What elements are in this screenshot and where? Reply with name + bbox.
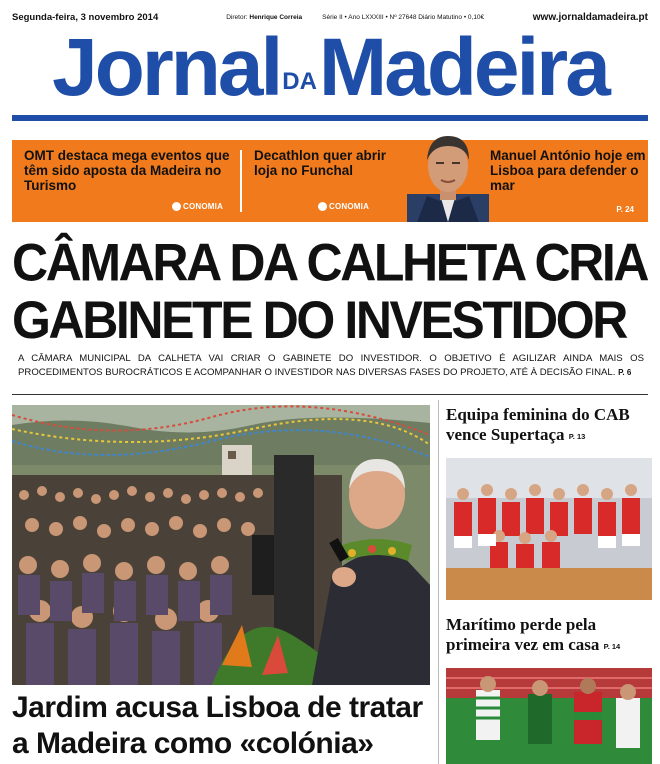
logo-word-madeira: Madeira [318, 22, 608, 113]
edition-date: Segunda-feira, 3 novembro 2014 [12, 11, 159, 23]
promo-page-ref: P. 24 [616, 205, 634, 214]
story-maritimo-page: P. 14 [603, 642, 621, 651]
logo-word-jornal: Jornal [52, 22, 281, 113]
story-cab-page: P. 13 [568, 432, 586, 441]
jardim-headline[interactable]: Jardim acusa Lisboa de tratar a Madeira como «colónia» [12, 691, 423, 760]
column-divider [438, 400, 439, 764]
story-cab-title: Equipa feminina do CAB vence Supertaça P. 13 [446, 405, 630, 444]
promo-divider [240, 150, 242, 212]
story-cab[interactable] [446, 405, 652, 447]
promo-item-manuel-antonio[interactable] [490, 148, 650, 193]
promo-item-omt-title: OMT destaca mega eventos que têm sido aposta da Madeira no Turismo [24, 148, 230, 193]
logo-word-da: DA [282, 68, 317, 95]
economia-icon [318, 202, 327, 211]
lead-headline[interactable]: CÂMARA DA CALHETA CRIA GABINETE DO INVESTIDOR [12, 232, 646, 350]
economia-badge-1: CONOMIA [172, 202, 223, 211]
website-link[interactable]: www.jornaldamadeira.pt [532, 11, 648, 23]
economia-badge-2: CONOMIA [318, 202, 369, 211]
promo-banner [12, 140, 648, 222]
director-credit: Diretor: Henrique Correia [226, 13, 303, 21]
story-maritimo-title: Marítimo perde pela primeira vez em casa P. 14 [446, 615, 621, 654]
edition-serial: Série II • Ano LXXXIII • Nº 27648 Diário Matutino • 0,10€ [322, 13, 485, 21]
promo-item-decathlon-title: Decathlon quer abrir loja no Funchal [254, 148, 387, 178]
story-maritimo[interactable] [446, 615, 652, 657]
manuel-antonio-photo [407, 124, 489, 222]
lead-page-ref: P. 6 [618, 368, 632, 377]
promo-item-manuel-antonio-title: Manuel António hoje em Lisboa para defender o mar [490, 148, 646, 193]
lead-summary-text: A CÂMARA MUNICIPAL DA CALHETA VAI CRIAR O GABINETE DO INVESTIDOR. O OBJETIVO É AGILIZAR AINDA MAIS OS PROCEDIMENTOS BUROCRÁTICOS E ACOMPANHAR O INVESTIDOR NAS DIVERSAS FASES DO PROJETO, ATÉ À DECISÃO FINAL. [18, 353, 644, 378]
economia-icon [172, 202, 181, 211]
cab-team-photo[interactable] [446, 458, 652, 600]
promo-item-decathlon[interactable] [254, 148, 394, 178]
maritimo-match-photo[interactable] [446, 668, 652, 764]
masthead-logo [10, 22, 650, 114]
section-rule [12, 394, 648, 395]
jardim-crowd-photo[interactable] [12, 405, 430, 685]
masthead-rule [12, 115, 648, 121]
promo-item-omt[interactable] [24, 148, 239, 193]
director-name: Henrique Correia [249, 13, 303, 21]
lead-summary [18, 352, 644, 380]
